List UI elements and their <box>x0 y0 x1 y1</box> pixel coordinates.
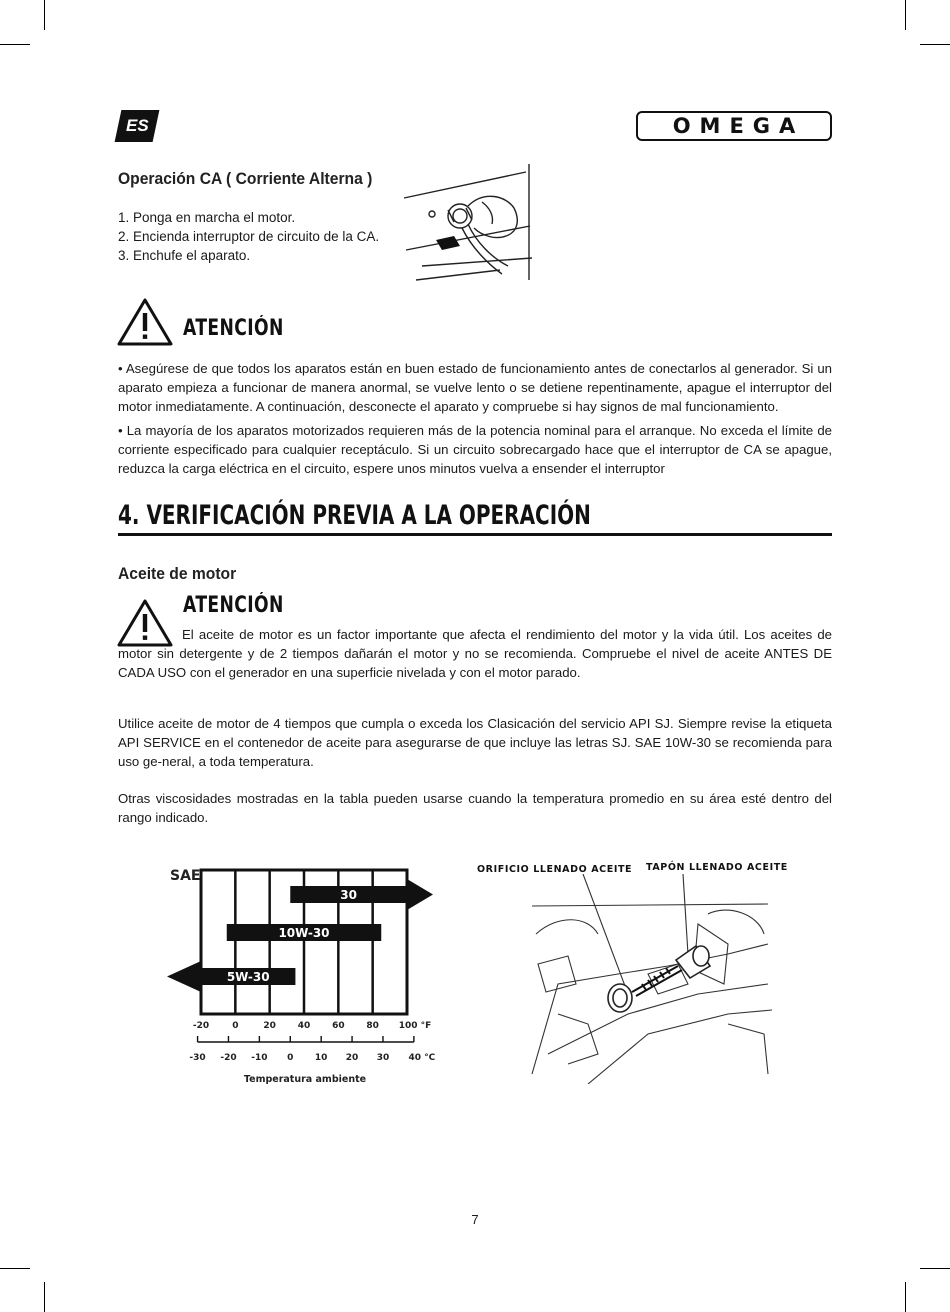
crop-mark <box>920 1268 950 1269</box>
chart-bar-label: 5W-30 <box>226 970 270 984</box>
chart-tick-label-c: 20 <box>345 1053 359 1063</box>
language-badge: ES <box>115 110 160 142</box>
oil-filler-illustration <box>528 874 778 1084</box>
list-item: 2. Encienda interruptor de circuito de la CA. <box>118 229 380 244</box>
crop-mark <box>0 1268 30 1269</box>
chart-tick-label-f: 40 <box>297 1021 311 1031</box>
crop-mark <box>44 1282 45 1312</box>
warning-paragraph: • Asegúrese de que todos los aparatos están en buen estado de funcionamiento antes de conectarlos al generador. Si un aparato empieza a funcionar de manera anormal, se vuelve lento o se detiene repentinamente, apague el interruptor del motor inmediatamente. A continuación, desconecte el aparato y compruebe si hay signos de mal funcionamiento. <box>118 361 832 414</box>
fill-hole-label: ORIFICIO LLENADO ACEITE <box>477 864 633 875</box>
warning-title: ATENCIÓN <box>183 316 284 341</box>
warning-title: ATENCIÓN <box>183 593 284 618</box>
chart-axis <box>189 1021 435 1063</box>
warning-paragraph: • La mayoría de los aparatos motorizados requieren más de la potencia nominal para el arranque. No exceda el límite de corriente especificado para cualquier receptáculo. Si un circuito sobrecargado hace que el interruptor de CA se apague, reduzca la carga eléctrica en el circuito, espere unos minutos vuelva a ensender el interruptor <box>118 423 832 476</box>
crop-mark <box>44 0 45 30</box>
chart-arrow-left <box>167 961 201 992</box>
chart-tick-label-f: 0 <box>232 1021 239 1031</box>
chart-bar-label: 10W-30 <box>278 926 330 940</box>
chart-arrow-right <box>407 879 433 910</box>
crop-mark <box>0 44 30 45</box>
crop-mark <box>905 1282 906 1312</box>
fill-cap-label: TAPÓN LLENADO ACEITE <box>646 862 788 873</box>
oil-warning-text: El aceite de motor es un factor importante que afecta el rendimiento del motor y la vida útil. Los aceites de motor sin detergente y de 2 tiempos dañarán el motor y no se recomienda. Compruebe el nivel de aceite ANTES DE CADA USO con el generador en una superficie nivelada y con el motor parado. <box>118 627 832 680</box>
chart-tick-label-c: 40 °C <box>408 1053 436 1063</box>
brand-logo: OMEGA <box>636 111 832 141</box>
crop-mark <box>905 0 906 30</box>
warning-icon <box>116 297 174 347</box>
section-title: 4. VERIFICACIÓN PREVIA A LA OPERACIÓN <box>118 500 591 531</box>
chart-tick-label-f: -20 <box>192 1021 210 1031</box>
section-divider <box>118 533 832 536</box>
chart-bars <box>167 879 433 992</box>
chart-tick-label-c: -10 <box>251 1053 268 1063</box>
chart-tick-label-c: 30 <box>376 1053 390 1063</box>
page-number: 7 <box>471 1212 479 1227</box>
chart-tick-label-c: -30 <box>189 1053 206 1063</box>
list-item: 3. Enchufe el aparato. <box>118 248 251 263</box>
plug-illustration <box>402 162 542 286</box>
chart-xlabel: Temperatura ambiente <box>243 1074 367 1085</box>
chart-tick-label-f: 100 °F <box>398 1021 432 1031</box>
chart-tick-label-f: 80 <box>366 1021 379 1031</box>
chart-tick-label-f: 60 <box>332 1021 345 1031</box>
chart-tick-label-c: -20 <box>220 1053 237 1063</box>
ac-steps-list <box>118 208 379 265</box>
sae-viscosity-chart <box>160 858 460 1090</box>
chart-tick-label-c: 10 <box>314 1053 328 1063</box>
chart-bar-label: 30 <box>340 888 357 902</box>
list-item: 1. Ponga en marcha el motor. <box>118 210 296 225</box>
chart-title: SAE <box>170 868 201 884</box>
chart-tick-label-c: 0 <box>287 1053 294 1063</box>
ac-section-title: Operación CA ( Corriente Alterna ) <box>118 169 373 188</box>
oil-paragraph: Otras viscosidades mostradas en la tabla pueden usarse cuando la temperatura promedio en su área esté dentro del rango indicado. <box>118 791 832 825</box>
chart-tick-label-f: 20 <box>263 1021 276 1031</box>
oil-subtitle: Aceite de motor <box>118 564 237 583</box>
oil-paragraph: Utilice aceite de motor de 4 tiempos que cumpla o exceda los Clasicación del servicio API SJ. Siempre revise la etiqueta API SERVICE en el contenedor de aceite para asegurarse de que incluye las letras SJ. SAE 10W-30 se recomienda para uso ge-neral, a toda temperatura. <box>118 716 832 769</box>
crop-mark <box>920 44 950 45</box>
